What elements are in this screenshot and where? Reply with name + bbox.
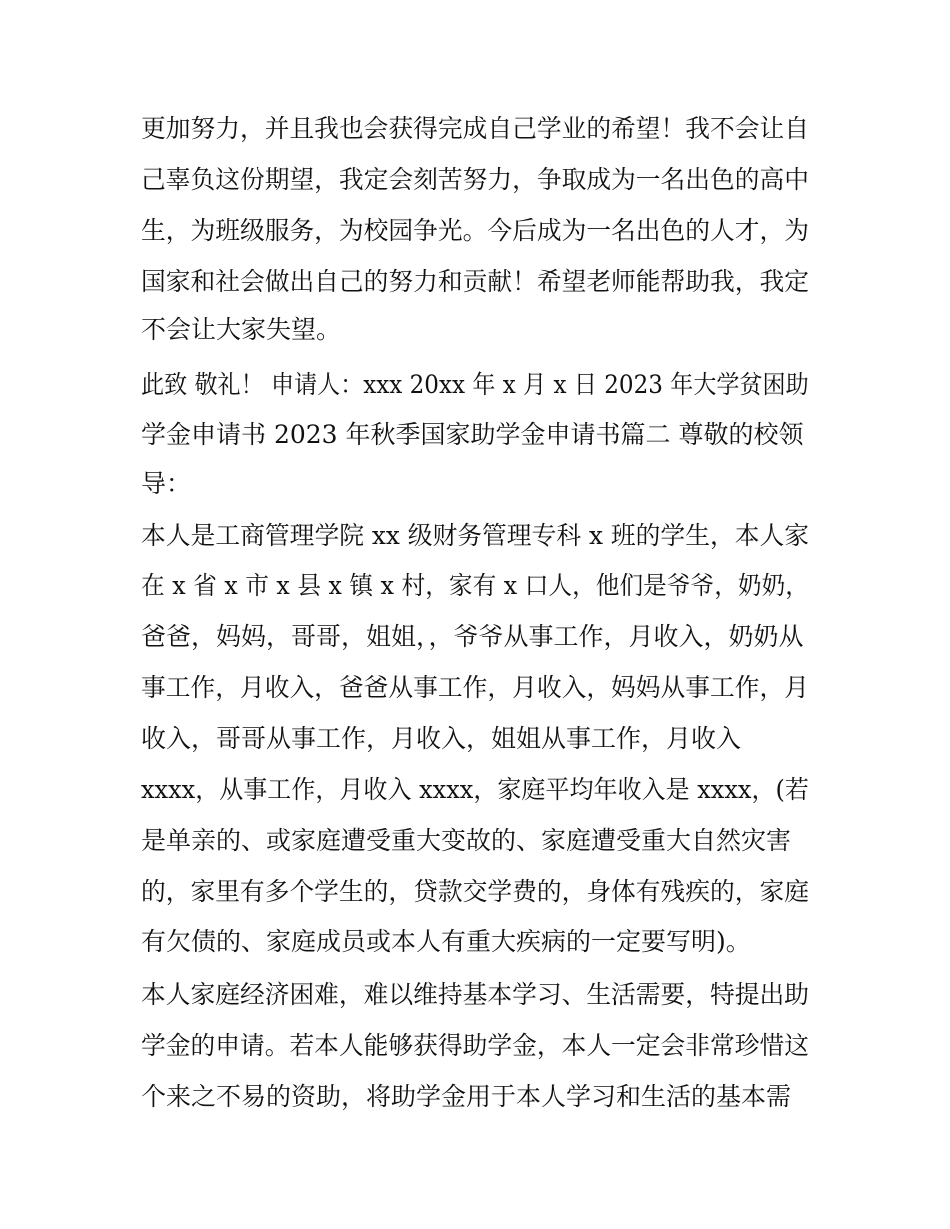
text-line: 爸爸，妈妈，哥哥，姐姐，，爷爷从事工作，月收入，奶奶从 (141, 622, 804, 651)
text-line: 国家和社会做出自己的努力和贡献！希望老师能帮助我，我定 (141, 267, 809, 296)
text-line: 己辜负这份期望，我定会刻苦努力，争取成为一名出色的高中 (141, 165, 809, 194)
text-line: 此致 敬礼！ 申请人：xxx 20xx 年 x 月 x 日 2023 年大学贫困助 (141, 370, 809, 399)
text-line: 学金的申请。若本人能够获得助学金，本人一定会非常珍惜这 (141, 1031, 809, 1060)
text-line: 学金申请书 2023 年秋季国家助学金申请书篇二 尊敬的校领 (141, 420, 804, 449)
text-line: 的，家里有多个学生的，贷款交学费的，身体有残疾的，家庭 (141, 877, 809, 906)
text-line: 事工作，月收入，爸爸从事工作，月收入，妈妈从事工作，月 (141, 673, 809, 702)
text-line: 有欠债的、家庭成员或本人有重大疾病的一定要写明)。 (141, 927, 751, 956)
text-line: 个来之不易的资助，将助学金用于本人学习和生活的基本需 (141, 1082, 792, 1111)
text-line: 导： (141, 469, 192, 498)
text-line: 生，为班级服务，为校园争光。今后成为一名出色的人才，为 (141, 216, 809, 245)
text-line: 收入，哥哥从事工作，月收入，姐姐从事工作，月收入 (141, 724, 742, 753)
text-line: 本人是工商管理学院 xx 级财务管理专科 x 班的学生，本人家 (141, 521, 810, 550)
text-line: 更加努力，并且我也会获得完成自己学业的希望！我不会让自 (141, 114, 809, 143)
text-line: 是单亲的、或家庭遭受重大变故的、家庭遭受重大自然灾害 (141, 826, 792, 855)
text-line: 不会让大家失望。 (141, 315, 342, 344)
text-line: xxxx，从事工作，月收入 xxxx，家庭平均年收入是 xxxx，(若 (141, 775, 809, 804)
text-line: 本人家庭经济困难，难以维持基本学习、生活需要，特提出助 (141, 980, 809, 1009)
text-line: 在 x 省 x 市 x 县 x 镇 x 村，家有 x 口人，他们是爷爷，奶奶， (141, 571, 809, 600)
